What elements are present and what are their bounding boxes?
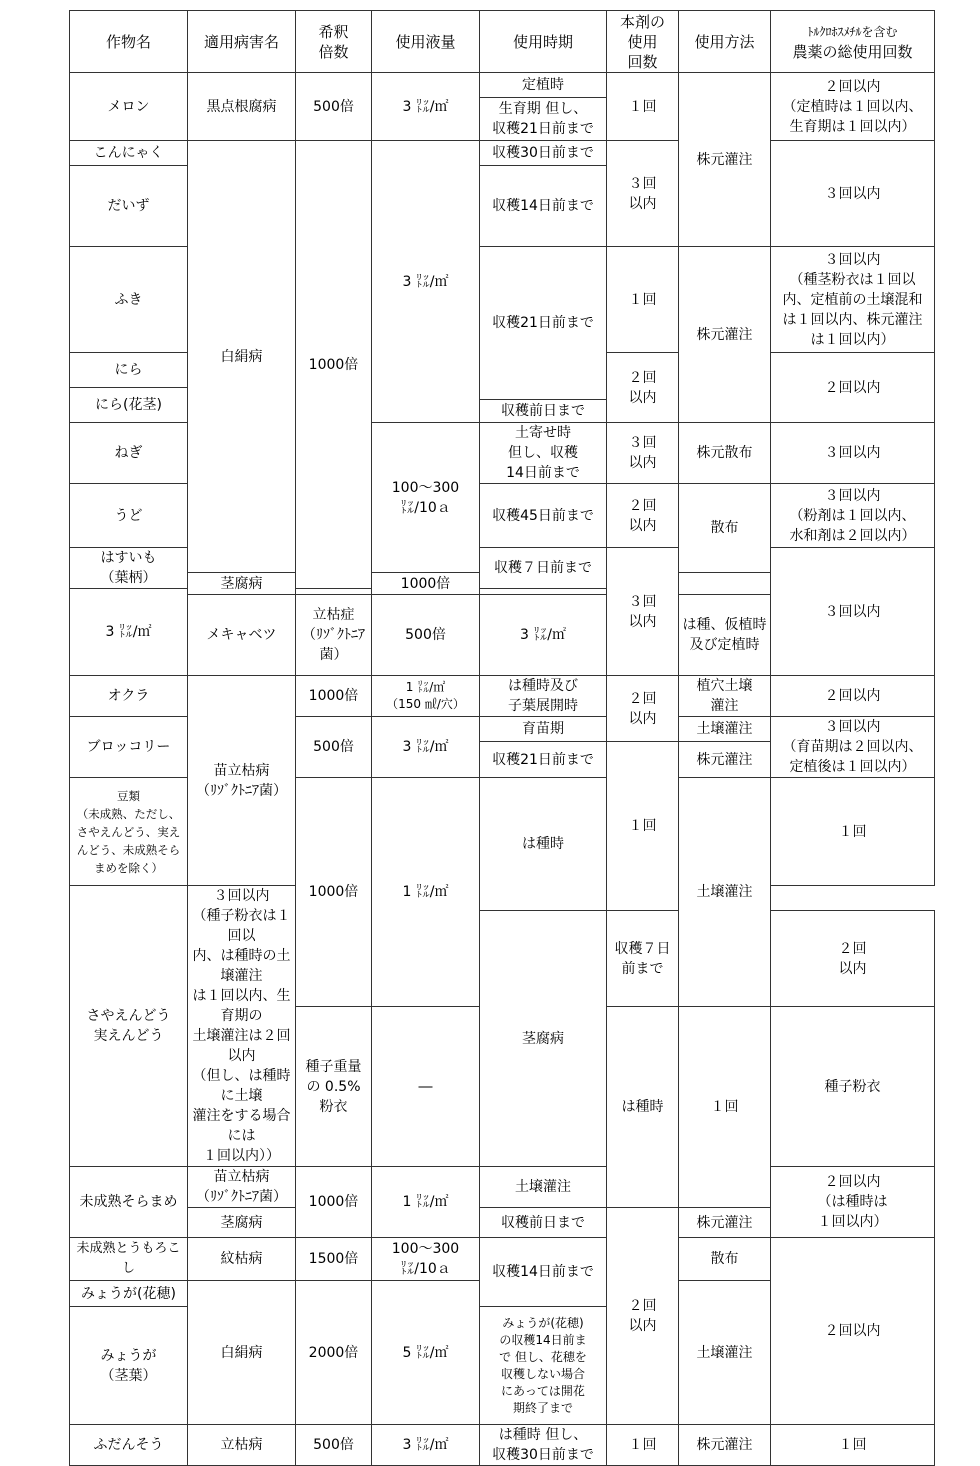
crop-cell: オクラ — [70, 676, 188, 717]
timing-cell: 育苗期 — [480, 717, 607, 742]
timing-cell: は種時 — [480, 778, 607, 911]
crop-cell: はすいも （葉柄） — [70, 548, 188, 589]
header-total-line2: 農薬の総使用回数 — [792, 43, 913, 61]
crop-cell: ブロッコリー — [70, 717, 188, 778]
crop-cell: ふだんそう — [70, 1425, 188, 1466]
header-count: 本剤の 使用 回数 — [607, 11, 679, 73]
total-cell: ２回以内 — [771, 676, 935, 717]
table-row — [70, 73, 935, 98]
disease-cell: 茎腐病 — [188, 573, 296, 595]
method-cell: 株元灌注 — [679, 1425, 771, 1466]
amount-cell: 1 ㍑/㎡ （150 ㎖/穴） — [372, 676, 480, 717]
table-row — [70, 1167, 935, 1208]
total-cell: ２回以内 （定植時は１回以内、 生育期は１回以内） — [771, 73, 935, 141]
dilution-cell: 500倍 — [296, 1425, 372, 1466]
timing-cell: 土寄せ時 但し、収穫 14日前まで — [480, 423, 607, 484]
header-row — [70, 11, 935, 73]
amount-cell: 1 ㍑/㎡ — [372, 1167, 480, 1238]
count-cell: １回 — [607, 742, 679, 911]
disease-cell: 苗立枯病 （ﾘｿﾞｸﾄﾆｱ菌） — [188, 676, 296, 886]
method-cell: 種子粉衣 — [771, 1007, 935, 1167]
count-cell: １回 — [607, 1425, 679, 1466]
crop-cell: メロン — [70, 73, 188, 141]
total-cell: ３回以内 — [771, 548, 935, 676]
timing-cell: 収穫30日前まで — [480, 141, 607, 166]
timing-cell: 収穫７日前まで — [480, 548, 607, 589]
method-cell: 土壌灌注 — [679, 1281, 771, 1425]
timing-cell: は種、仮植時 及び定植時 — [679, 595, 771, 676]
total-cell: ３回以内 （育苗期は２回以内、 定植後は１回以内） — [771, 717, 935, 778]
dilution-cell: 500倍 — [296, 717, 372, 778]
count-cell: １回 — [607, 73, 679, 141]
table-row — [70, 141, 935, 166]
crop-cell: 未成熟とうもろこし — [70, 1238, 188, 1281]
disease-cell: 茎腐病 — [188, 1208, 296, 1238]
dilution-cell: 1000倍 — [296, 676, 372, 717]
timing-cell: みょうが(花穂) の収穫14日前ま で 但し、花穂を 収穫しない場合 にあっては開花 期終了まで — [480, 1307, 607, 1425]
disease-cell: 白絹病 — [188, 1281, 296, 1425]
total-cell: ３回以内 — [771, 141, 935, 247]
total-cell: ３回以内 — [771, 423, 935, 484]
dilution-cell: 1500倍 — [296, 1238, 372, 1281]
dilution-cell: 1000倍 — [372, 573, 480, 595]
amount-cell: 3 ㍑/㎡ — [70, 589, 188, 676]
table-row — [70, 676, 935, 717]
disease-cell: 黒点根腐病 — [188, 73, 296, 141]
method-cell: 土壌灌注 — [679, 778, 771, 1007]
count-cell: ３回 以内 — [607, 423, 679, 484]
timing-cell: 収穫45日前まで — [480, 484, 607, 548]
crop-cell: みょうが(花穂) — [70, 1281, 188, 1307]
total-cell: ２回以内 — [771, 1238, 935, 1425]
table-row — [70, 1238, 935, 1281]
crop-cell: だいず — [70, 166, 188, 247]
method-cell: 土壌灌注 — [679, 717, 771, 742]
method-cell: 散布 — [679, 484, 771, 573]
dilution-cell: 1000倍 — [296, 141, 372, 589]
amount-cell: 3 ㍑/㎡ — [480, 595, 607, 676]
count-cell: ２回 以内 — [607, 676, 679, 742]
crop-cell: こんにゃく — [70, 141, 188, 166]
timing-cell: 定植時 — [480, 73, 607, 98]
method-cell: 株元灌注 — [679, 1208, 771, 1238]
total-cell: ３回以内 （種子粉衣は１回以 内、は種時の土壌灌注 は１回以内、生育期の 土壌灌注は２回以内 （但し、は種時に土壌 灌注をする場合には １回以内）） — [188, 886, 296, 1167]
timing-cell: 収穫前日まで — [480, 1208, 607, 1238]
amount-cell: 1 ㍑/㎡ — [372, 778, 480, 1007]
total-cell: ２回以内 — [771, 353, 935, 423]
timing-cell: は種時 但し、 収穫30日前まで — [480, 1425, 607, 1466]
header-disease: 適用病害名 — [188, 11, 296, 73]
crop-cell: メキャベツ — [188, 595, 296, 676]
timing-cell: 収穫21日前まで — [480, 742, 607, 778]
crop-cell: にら — [70, 353, 188, 388]
header-amount: 使用液量 — [372, 11, 480, 73]
crop-cell: みょうが （茎葉） — [70, 1307, 188, 1425]
amount-cell: 3 ㍑/㎡ — [372, 717, 480, 778]
pesticide-usage-table — [69, 10, 935, 1466]
crop-cell: ふき — [70, 247, 188, 353]
crop-cell: 未成熟そらまめ — [70, 1167, 188, 1238]
header-method: 使用方法 — [679, 11, 771, 73]
disease-cell: 紋枯病 — [188, 1238, 296, 1281]
header-total-line1: ﾄﾙｸﾛﾎｽﾒﾁﾙを含む — [807, 25, 898, 39]
count-cell: ２回 以内 — [607, 353, 679, 423]
amount-cell: 100～300 ㍑/10ａ — [372, 423, 480, 573]
method-cell: 株元散布 — [679, 423, 771, 484]
count-cell: ２回 以内 — [607, 484, 679, 548]
amount-cell: 3 ㍑/㎡ — [372, 73, 480, 141]
header-total — [771, 11, 935, 73]
amount-cell: 3 ㍑/㎡ — [372, 141, 480, 423]
dilution-cell: 1000倍 — [296, 1167, 372, 1238]
amount-cell: 100～300 ㍑/10ａ — [372, 1238, 480, 1281]
disease-cell: 茎腐病 — [480, 911, 607, 1167]
disease-cell: 苗立枯病 （ﾘｿﾞｸﾄﾆｱ菌） — [188, 1167, 296, 1208]
dilution-cell: 500倍 — [372, 595, 480, 676]
method-cell: 株元灌注 — [679, 742, 771, 778]
amount-cell: 3 ㍑/㎡ — [372, 1425, 480, 1466]
disease-cell: 立枯症 （ﾘｿﾞｸﾄﾆｱ菌） — [296, 595, 372, 676]
timing-cell: 収穫21日前まで — [480, 247, 607, 400]
total-cell: ２回以内 （は種時は １回以内） — [771, 1167, 935, 1238]
header-crop: 作物名 — [70, 11, 188, 73]
dilution-cell: 1000倍 — [296, 778, 372, 1007]
method-cell: 散布 — [679, 1238, 771, 1281]
amount-cell: ― — [372, 1007, 480, 1167]
dilution-cell: 500倍 — [296, 73, 372, 141]
total-cell: １回 — [771, 778, 935, 886]
method-cell: 土壌灌注 — [480, 1167, 607, 1208]
crop-cell: さやえんどう 実えんどう — [70, 886, 188, 1167]
timing-cell: 生育期 但し、 収穫21日前まで — [480, 98, 607, 141]
crop-cell: にら(花茎) — [70, 388, 188, 423]
disease-cell: 白絹病 — [188, 141, 296, 573]
count-cell: ３回 以内 — [607, 548, 679, 676]
crop-cell: ねぎ — [70, 423, 188, 484]
total-cell: ３回以内 （粉剤は１回以内、 水和剤は２回以内） — [771, 484, 935, 548]
dilution-cell: 2000倍 — [296, 1281, 372, 1425]
header-timing: 使用時期 — [480, 11, 607, 73]
method-cell: 植穴土壌 灌注 — [679, 676, 771, 717]
timing-cell: は種時及び 子葉展開時 — [480, 676, 607, 717]
count-cell: ３回 以内 — [607, 141, 679, 247]
table-row — [70, 1425, 935, 1466]
timing-cell: 収穫14日前まで — [480, 166, 607, 247]
total-cell: １回 — [771, 1425, 935, 1466]
count-cell: １回 — [607, 247, 679, 353]
method-cell: 株元灌注 — [679, 247, 771, 423]
timing-cell: 収穫前日まで — [480, 400, 607, 423]
header-dilution: 希釈 倍数 — [296, 11, 372, 73]
count-cell: １回 — [679, 1007, 771, 1208]
count-cell: ２回 以内 — [607, 1208, 679, 1425]
disease-cell: 立枯病 — [188, 1425, 296, 1466]
amount-cell: 5 ㍑/㎡ — [372, 1281, 480, 1425]
crop-cell: うど — [70, 484, 188, 548]
timing-cell: は種時 — [607, 1007, 679, 1208]
timing-cell: 収穫７日前まで — [607, 911, 679, 1007]
method-cell: 株元灌注 — [679, 73, 771, 247]
timing-cell: 収穫14日前まで — [480, 1238, 607, 1307]
count-cell: ２回 以内 — [771, 911, 935, 1007]
dilution-cell: 種子重量 の 0.5% 粉衣 — [296, 1007, 372, 1167]
total-cell: ３回以内 （種茎粉衣は１回以 内、定植前の土壌混和 は１回以内、株元灌注 は１回以内） — [771, 247, 935, 353]
crop-cell: 豆類 （未成熟、ただし、さやえんどう、実えんどう、未成熟そらまめを除く） — [70, 778, 188, 886]
